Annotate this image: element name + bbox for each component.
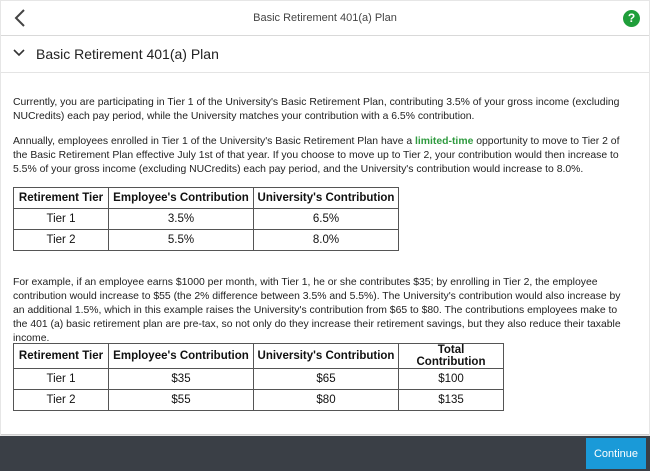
example-contribution-table xyxy=(13,343,504,411)
top-bar xyxy=(1,1,649,36)
limited-time-highlight: limited-time xyxy=(415,136,474,147)
paragraph-text-end: opportunity to move to Tier 2 of the Basic Retirement Plan effective July 1st of that year. If you choose to move up to Tier 2, your contribution would then increase to 5.5% of your gross income (excluding NUCredits) each pay period, and the University's contribution would increase to 8.0%. xyxy=(13,136,620,175)
table-cell: $55 xyxy=(109,390,254,411)
table-cell: $100 xyxy=(399,369,504,390)
paragraph-upgrade-offer xyxy=(13,135,633,177)
table-cell: Tier 1 xyxy=(14,209,109,230)
table-header: Employee's Contribution xyxy=(109,344,254,369)
content-panel xyxy=(1,1,649,435)
table-header-row xyxy=(14,344,504,369)
table-header: University's Contribution xyxy=(254,188,399,209)
paragraph-example: For example, if an employee earns $1000 per month, with Tier 1, he or she contributes $35; by enrolling in Tier 2, the employee contribution would increase to $55 (the 2% difference between 3.5% and 5.5%). The University's contribution would also increase by an additional 1.5%, which in this example raises the University's contribution from $65 to $80. The contributions employees make to the 401 (a) basic retirement plan are pre-tax, so not only do they increase their retirement savings, but they also reduce their taxable income. xyxy=(13,277,621,344)
table-row xyxy=(14,230,399,251)
section-title: Basic Retirement 401(a) Plan xyxy=(36,46,219,62)
table-header: Employee's Contribution xyxy=(109,188,254,209)
page-title: Basic Retirement 401(a) Plan xyxy=(253,12,397,24)
table-cell: 6.5% xyxy=(254,209,399,230)
table-header-row xyxy=(14,188,399,209)
table-header: Retirement Tier xyxy=(14,344,109,369)
table-row xyxy=(14,209,399,230)
table-cell: Tier 1 xyxy=(14,369,109,390)
table-header: Total Contribution xyxy=(399,344,504,369)
section-toggle[interactable] xyxy=(1,36,649,73)
table-header: University's Contribution xyxy=(254,344,399,369)
chevron-down-icon xyxy=(13,48,25,58)
table-header: Retirement Tier xyxy=(14,188,109,209)
table-cell: $35 xyxy=(109,369,254,390)
paragraph-text-start: Annually, employees enrolled in Tier 1 of the University's Basic Retirement Plan have a xyxy=(13,136,416,147)
table-cell: Tier 2 xyxy=(14,390,109,411)
tier-contribution-table xyxy=(13,187,399,251)
table-cell: Tier 2 xyxy=(14,230,109,251)
help-button[interactable]: ? xyxy=(623,10,640,27)
back-button[interactable] xyxy=(11,7,31,29)
table-row xyxy=(14,390,504,411)
footer-bar xyxy=(0,436,650,471)
table-cell: $135 xyxy=(399,390,504,411)
continue-button[interactable]: Continue xyxy=(586,438,646,469)
table-cell: $65 xyxy=(254,369,399,390)
table-cell: 3.5% xyxy=(109,209,254,230)
table-row xyxy=(14,369,504,390)
table-cell: 5.5% xyxy=(109,230,254,251)
paragraph-current-tier: Currently, you are participating in Tier 1 of the University's Basic Retirement Plan, contributing 3.5% of your gross income (excluding NUCredits) each pay period, while the University matches your contribution with a 6.5% contribution. xyxy=(13,97,620,122)
table-cell: 8.0% xyxy=(254,230,399,251)
table-cell: $80 xyxy=(254,390,399,411)
chevron-left-icon xyxy=(11,7,31,29)
